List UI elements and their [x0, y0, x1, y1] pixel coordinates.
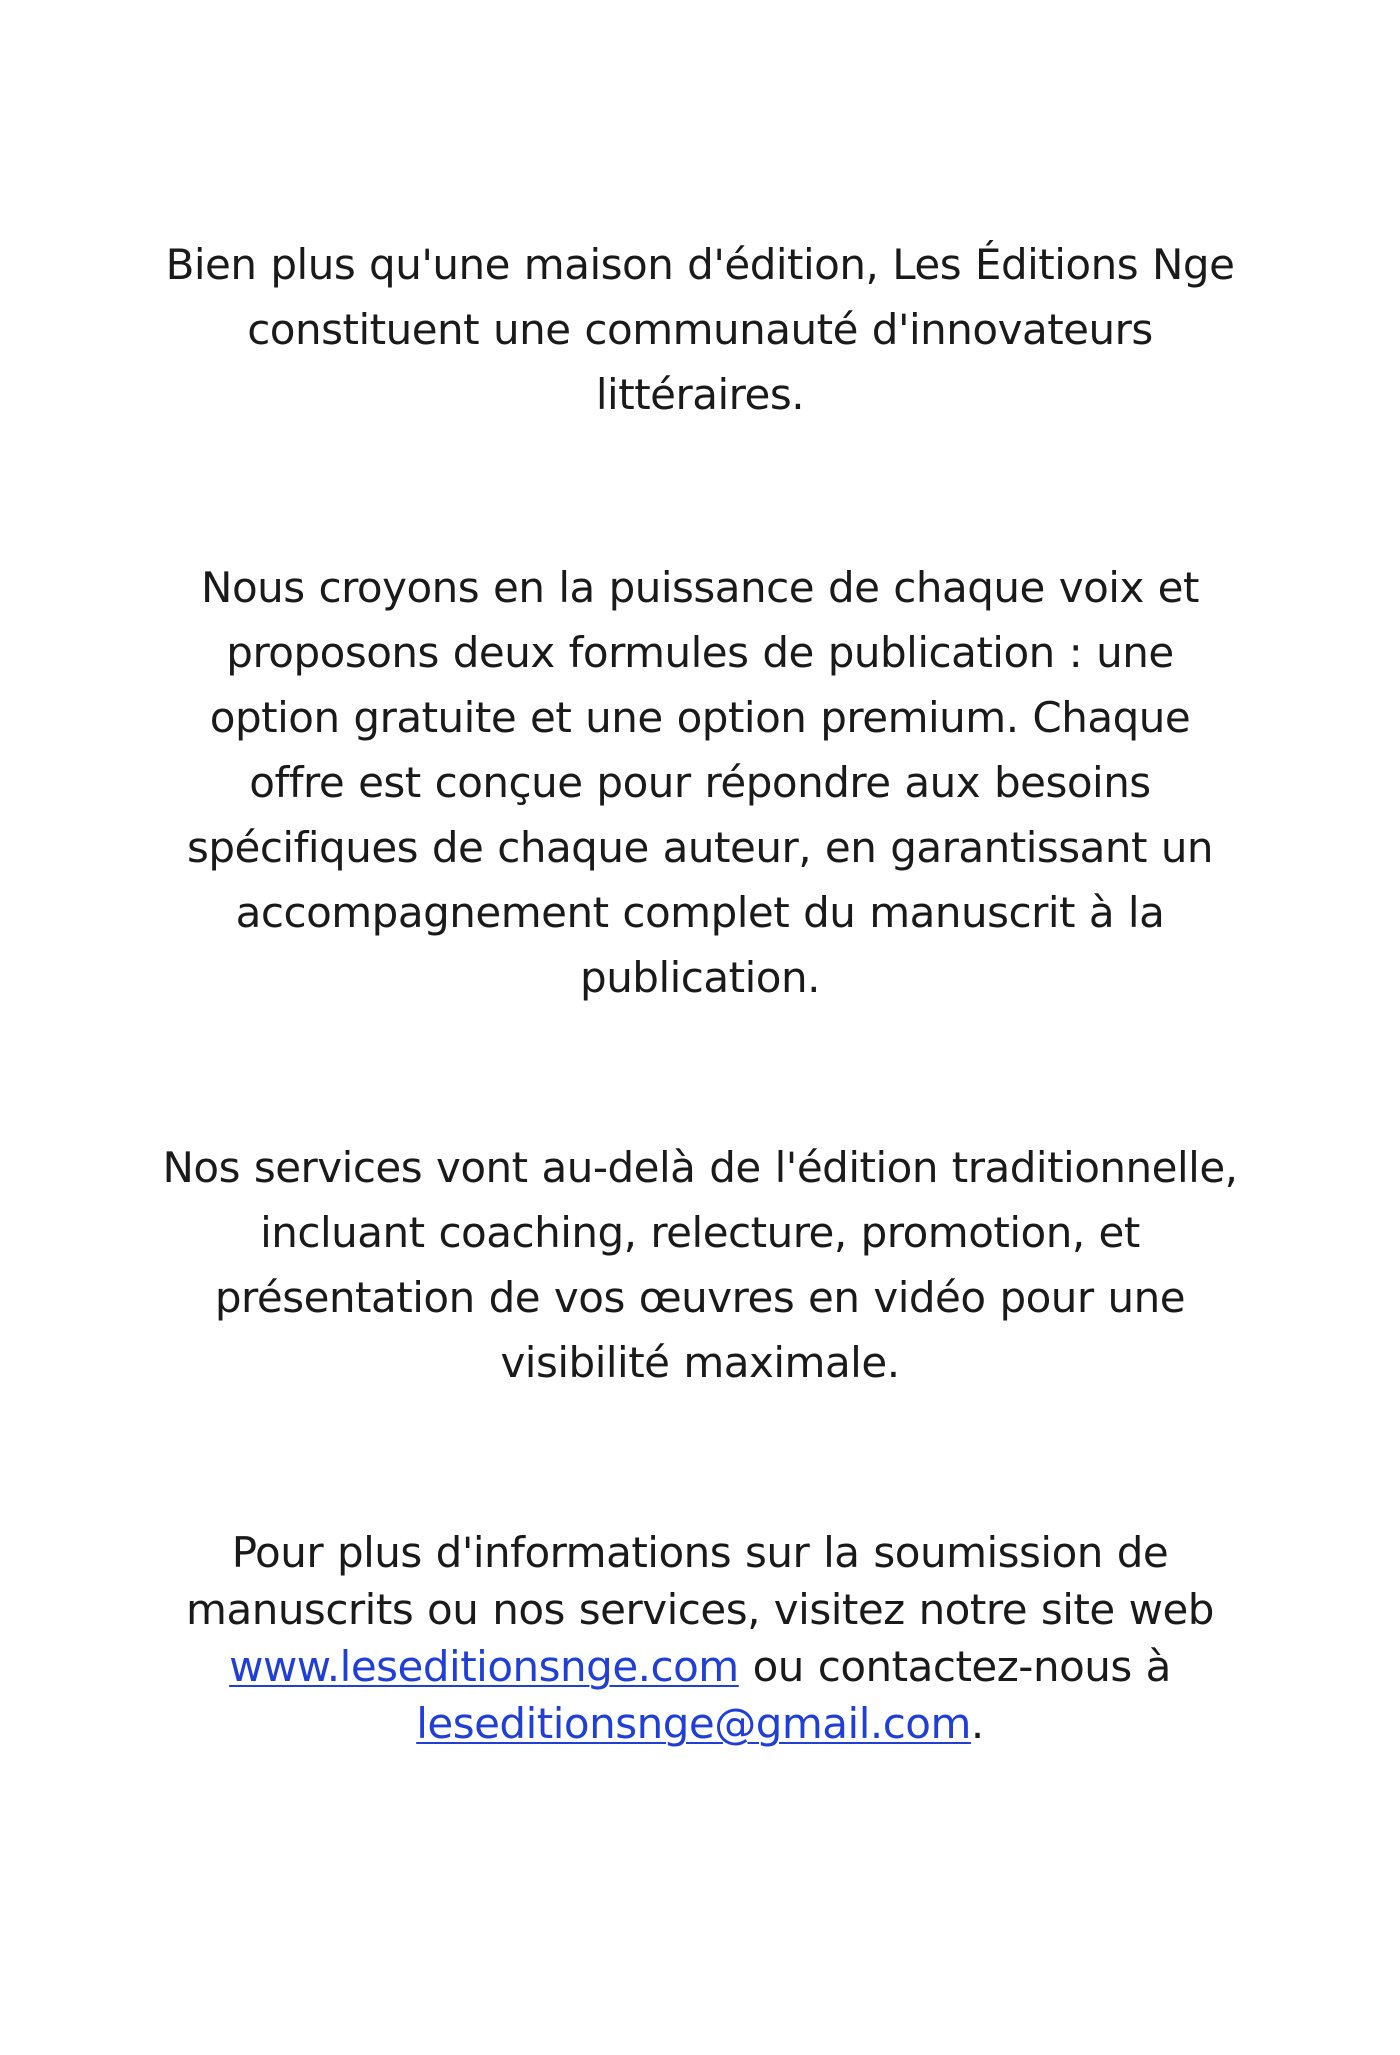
website-line: [110, 1638, 1290, 1695]
final-period: .: [970, 1699, 984, 1748]
paragraph-line: option gratuite et une option premium. Chaque: [209, 693, 1191, 742]
paragraph-line: littéraires.: [595, 370, 805, 419]
paragraph-line: manuscrits ou nos services, visitez notre site web: [186, 1585, 1214, 1634]
paragraph-line: spécifiques de chaque auteur, en garantissant un: [186, 823, 1214, 872]
paragraph-line: Pour plus d'informations sur la soumission de: [231, 1528, 1169, 1577]
paragraph-line: présentation de vos œuvres en vidéo pour une: [214, 1273, 1186, 1322]
website-link[interactable]: www.leseditionsnge.com: [229, 1642, 739, 1691]
email-line: [110, 1695, 1290, 1752]
paragraph-line: proposons deux formules de publication : une: [226, 628, 1174, 677]
paragraph-line: Nous croyons en la puissance de chaque voix et: [201, 563, 1199, 612]
email-link[interactable]: leseditionsnge@gmail.com: [416, 1699, 971, 1748]
intro-paragraph: [110, 232, 1290, 427]
paragraph-line: accompagnement complet du manuscrit à la: [235, 888, 1165, 937]
publishing-offers-paragraph: [110, 555, 1290, 1010]
paragraph-line: publication.: [580, 953, 820, 1002]
paragraph-line: offre est conçue pour répondre aux besoins: [249, 758, 1151, 807]
paragraph-line: constituent une communauté d'innovateurs: [247, 305, 1153, 354]
paragraph-line: Nos services vont au-delà de l'édition traditionnelle,: [162, 1143, 1238, 1192]
paragraph-line: visibilité maximale.: [500, 1338, 900, 1387]
services-paragraph: [110, 1135, 1290, 1395]
contact-paragraph: [110, 1524, 1290, 1752]
paragraph-line: Bien plus qu'une maison d'édition, Les Éditions Nge: [165, 240, 1235, 289]
paragraph-line: incluant coaching, relecture, promotion, et: [260, 1208, 1140, 1257]
website-line-suffix: ou contactez-nous à: [738, 1642, 1171, 1691]
